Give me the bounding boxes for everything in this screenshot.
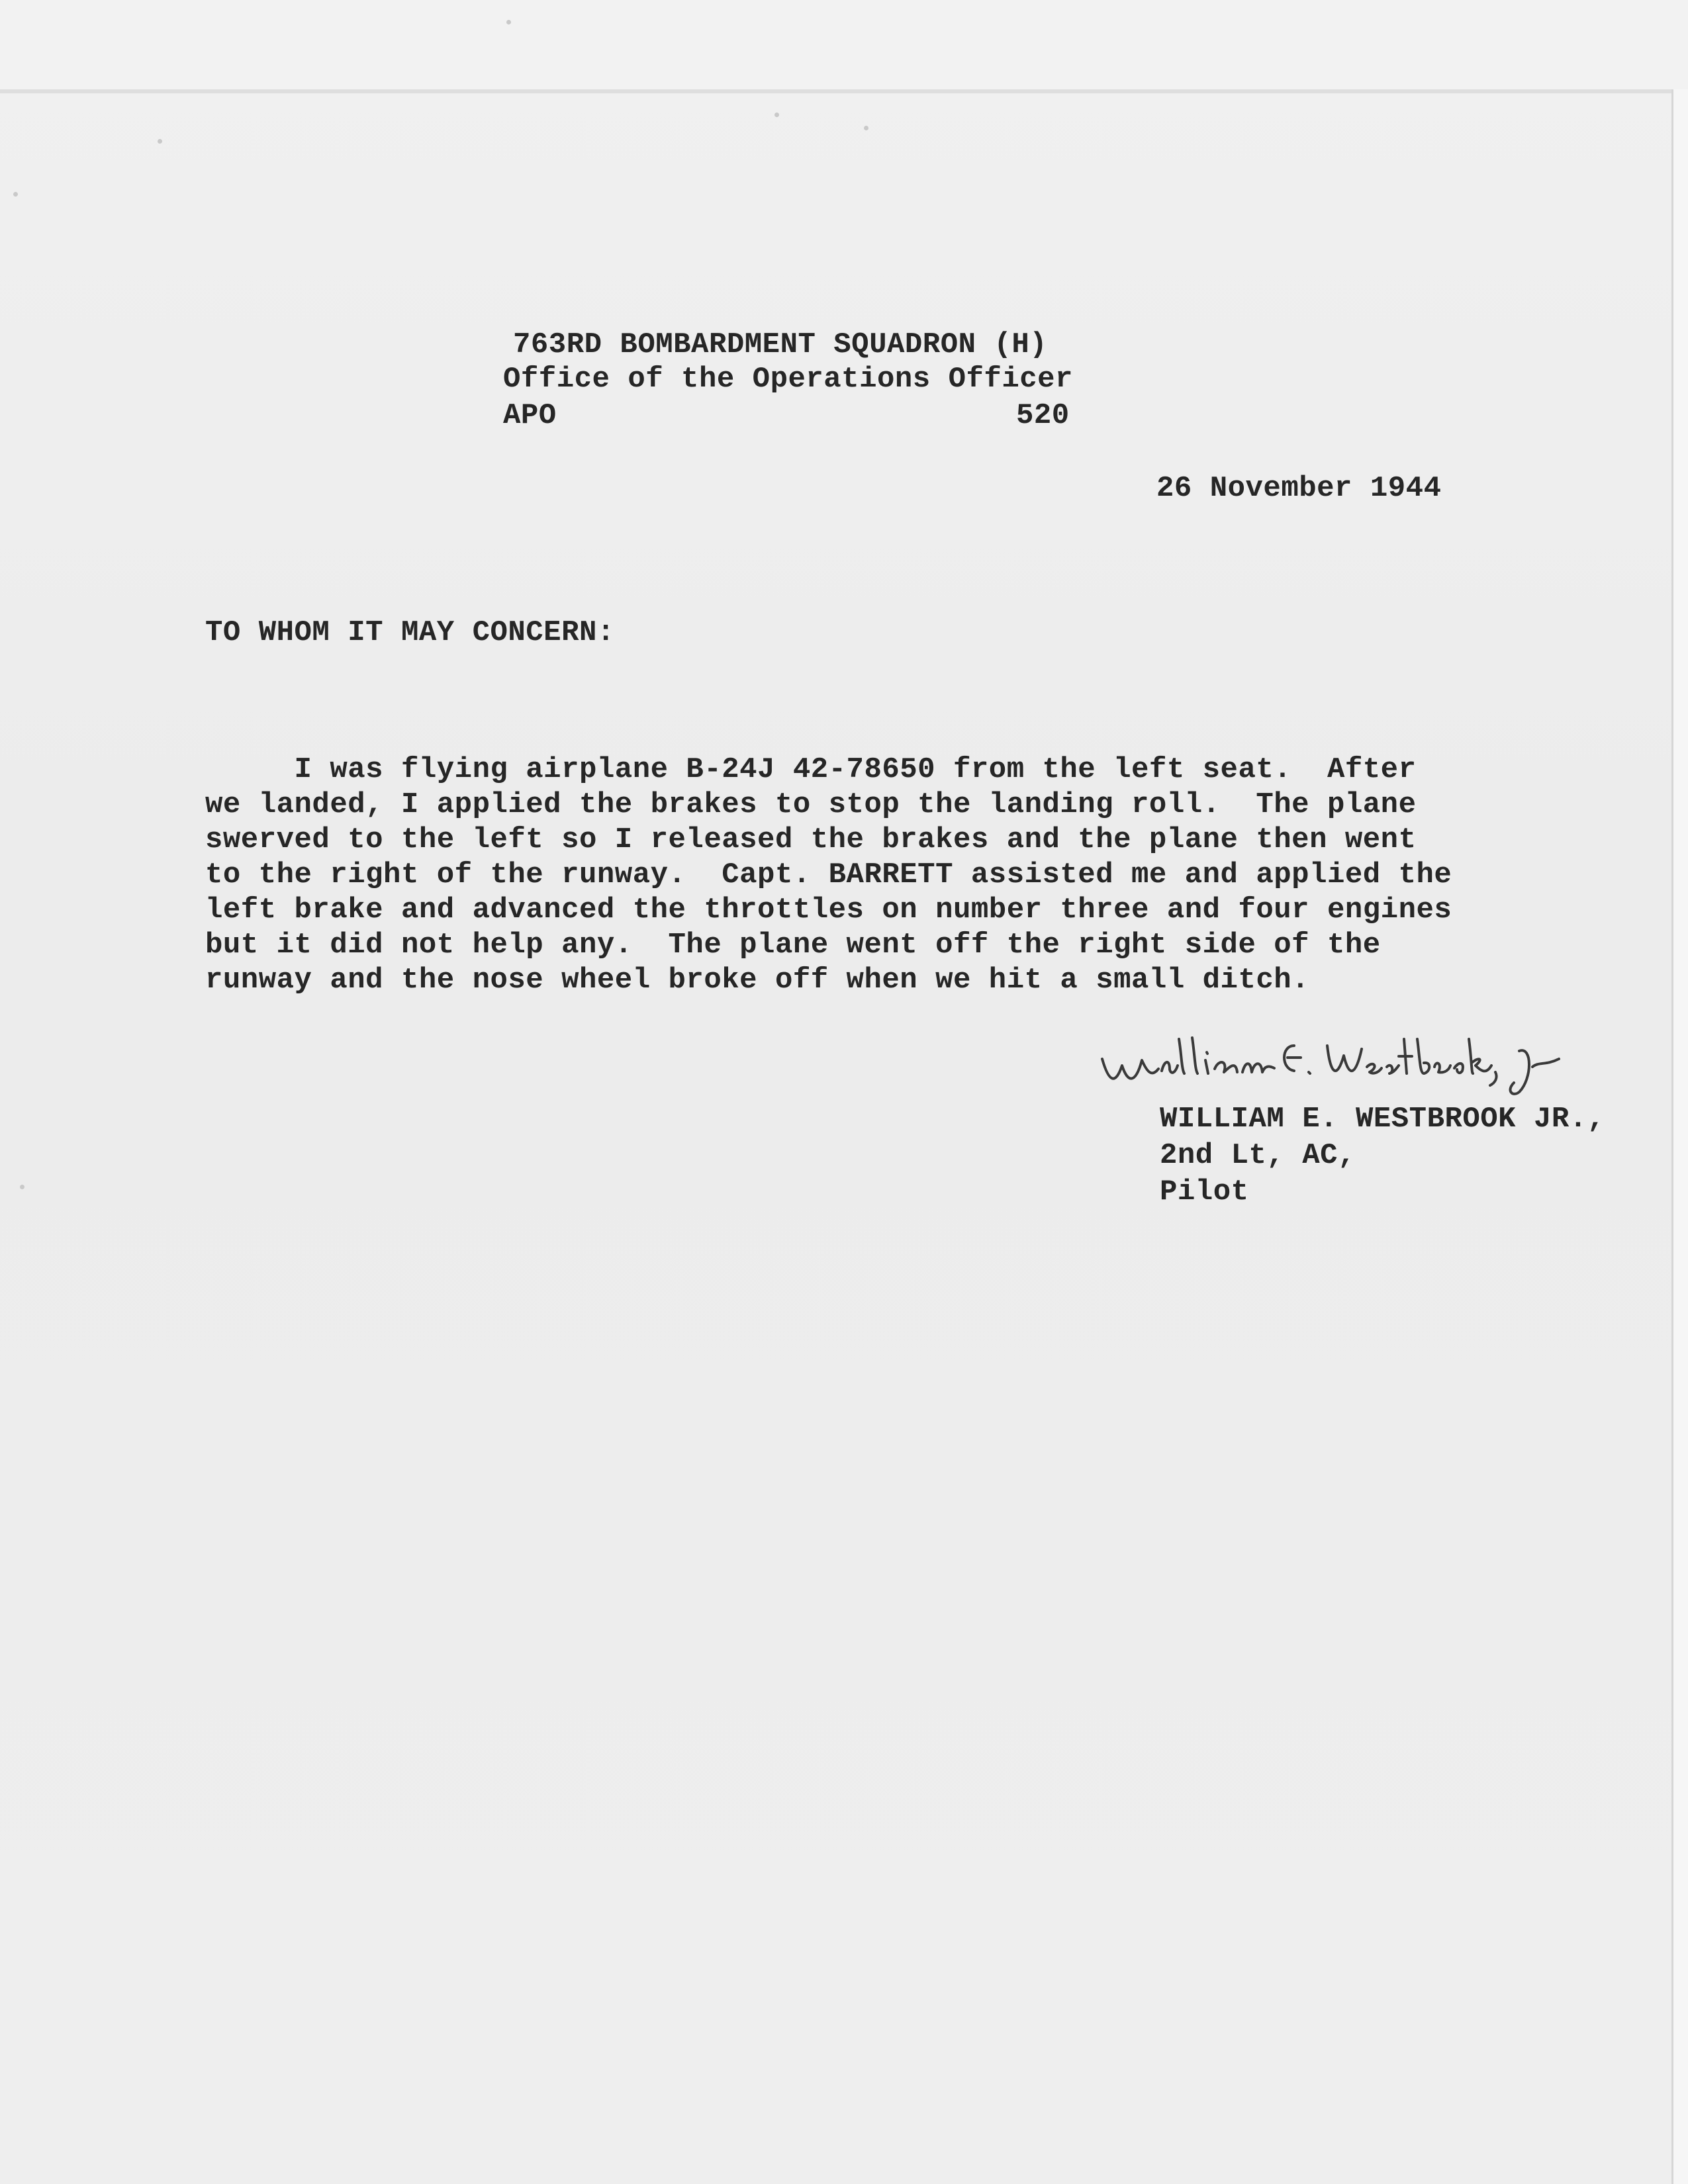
scan-speck <box>13 192 18 197</box>
letterhead-unit: 763RD BOMBARDMENT SQUADRON (H) <box>513 328 1048 361</box>
letterhead-office: Office of the Operations Officer <box>503 363 1073 396</box>
scan-speck <box>774 113 779 117</box>
body-line: left brake and advanced the throttles on number three and four engines <box>205 893 1452 927</box>
letterhead-apo-label: APO <box>503 399 557 432</box>
signatory-name: WILLIAM E. WESTBROOK JR., <box>1160 1103 1605 1136</box>
letterhead-apo-number: 520 <box>1016 399 1070 432</box>
handwritten-signature <box>1096 1019 1678 1112</box>
signatory-rank: 2nd Lt, AC, <box>1160 1139 1356 1172</box>
salutation: TO WHOM IT MAY CONCERN: <box>205 616 615 649</box>
scan-speck <box>158 139 162 144</box>
scan-top-margin <box>0 0 1688 93</box>
body-line: runway and the nose wheel broke off when we hit a small ditch. <box>205 964 1310 997</box>
body-line: I was flying airplane B-24J 42-78650 from the left seat. After <box>205 753 1417 786</box>
body-line: swerved to the left so I released the brakes and the plane then went <box>205 823 1417 856</box>
scan-speck <box>864 126 868 130</box>
signatory-role: Pilot <box>1160 1175 1249 1208</box>
body-line: to the right of the runway. Capt. BARRETT assisted me and applied the <box>205 858 1452 891</box>
body-line: we landed, I applied the brakes to stop the landing roll. The plane <box>205 788 1417 821</box>
letter-date: 26 November 1944 <box>1156 472 1442 505</box>
scan-speck <box>20 1185 24 1189</box>
body-line: but it did not help any. The plane went off the right side of the <box>205 929 1381 962</box>
scan-right-edge <box>1671 89 1688 2184</box>
scan-speck <box>506 20 511 24</box>
